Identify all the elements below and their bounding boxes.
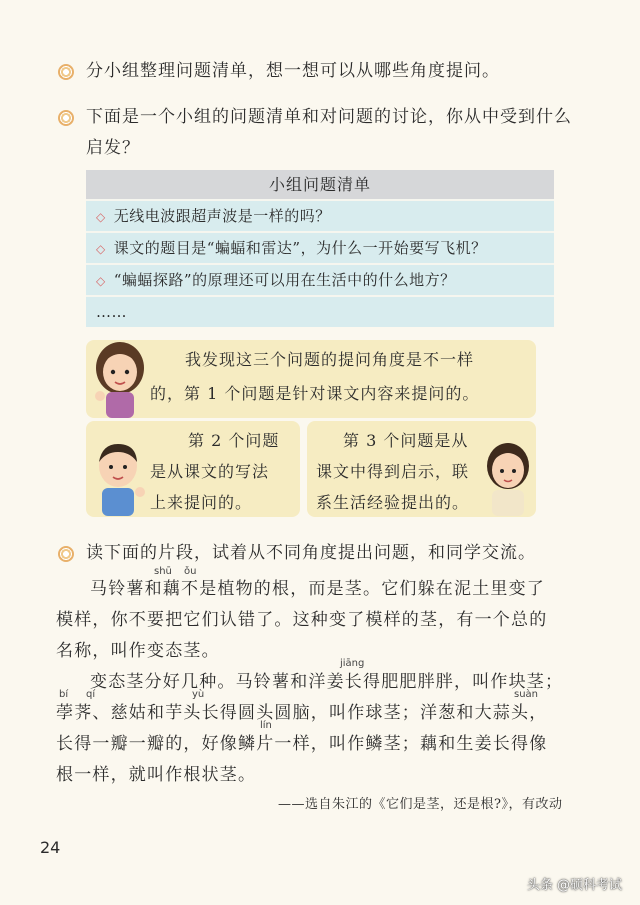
- question-3: 读下面的片段，试着从不同角度提出问题，和同学交流。: [86, 543, 536, 563]
- question-2-line-2: 启发？: [86, 138, 140, 158]
- passage-p1-line-2: 模样，你不要把它们认错了。这种变了模样的茎，有一个总的: [56, 610, 548, 630]
- page-number: 24: [40, 838, 61, 857]
- question-1: 分小组整理问题清单，想一想可以从哪些角度提问。: [86, 61, 500, 81]
- bubble-2-line-2: 是从课文的写法: [150, 462, 270, 481]
- table-row: ◇ “蝙蝠探路”的原理还可以用在生活中的什么地方？: [86, 263, 554, 295]
- table-row: ◇ 课文的题目是“蝙蝠和雷达”，为什么一开始要写飞机？: [86, 231, 554, 263]
- passage-p2-line-3: 长得一瓣一瓣的，好像鳞片一样，叫作鳞茎；藕和生姜长得像: [56, 734, 548, 754]
- bullet-icon: [58, 110, 74, 126]
- question-list-table: [86, 170, 554, 327]
- pinyin-bi: bí: [59, 689, 69, 700]
- pinyin-ou: ǒu: [184, 566, 197, 577]
- pinyin-shu: shū: [154, 566, 172, 577]
- bullet-icon: [58, 64, 74, 80]
- passage-p2-line-1: 变态茎分好几种。马铃薯和洋姜长得肥肥胖胖，叫作块茎；: [90, 672, 564, 692]
- table-ellipsis-row: ……: [86, 295, 554, 327]
- diamond-icon: ◇: [96, 210, 106, 224]
- girl-avatar: [90, 336, 150, 418]
- pinyin-lin: lín: [260, 720, 272, 731]
- boy-avatar: [90, 440, 148, 516]
- bubble-1-line-2: 的，第 1 个问题是针对课文内容来提问的。: [150, 384, 480, 403]
- table-row: ◇ 无线电波跟超声波是一样的吗？: [86, 199, 554, 231]
- bubble-2-line-3: 上来提问的。: [150, 493, 253, 512]
- pinyin-qi: qí: [86, 689, 96, 700]
- bullet-icon: [58, 546, 74, 562]
- girl-2-avatar: [480, 440, 536, 516]
- table-title: 小组问题清单: [86, 170, 554, 199]
- bubble-3-line-3: 系生活经验提出的。: [316, 493, 470, 512]
- pinyin-jiang: jiāng: [340, 658, 365, 669]
- question-2-line-1: 下面是一个小组的问题清单和对问题的讨论，你从中受到什么: [86, 107, 572, 127]
- bubble-3-line-2: 课文中得到启示，联: [316, 462, 470, 481]
- bubble-2-line-1: 第 2 个问题: [188, 431, 280, 450]
- passage-p1-line-3: 名称，叫作变态茎。: [56, 641, 220, 661]
- passage-p2-line-2: 荸荠、慈姑和芋头长得圆头圆脑，叫作球茎；洋葱和大蒜头，: [56, 703, 548, 723]
- passage-p2-line-4: 根一样，就叫作根状茎。: [56, 765, 257, 785]
- diamond-icon: ◇: [96, 274, 106, 288]
- watermark: 头条 @硕科考试: [526, 878, 622, 893]
- pinyin-yu: yù: [192, 689, 205, 700]
- source-citation: ——选自朱江的《它们是茎，还是根?》，有改动: [278, 797, 563, 812]
- passage-p1-line-1: 马铃薯和藕不是植物的根，而是茎。它们躲在泥土里变了: [90, 579, 545, 599]
- bubble-1-line-1: 我发现这三个问题的提问角度是不一样: [185, 350, 475, 369]
- diamond-icon: ◇: [96, 242, 106, 256]
- pinyin-suan: suàn: [514, 689, 539, 700]
- bubble-3-line-1: 第 3 个问题是从: [343, 431, 469, 450]
